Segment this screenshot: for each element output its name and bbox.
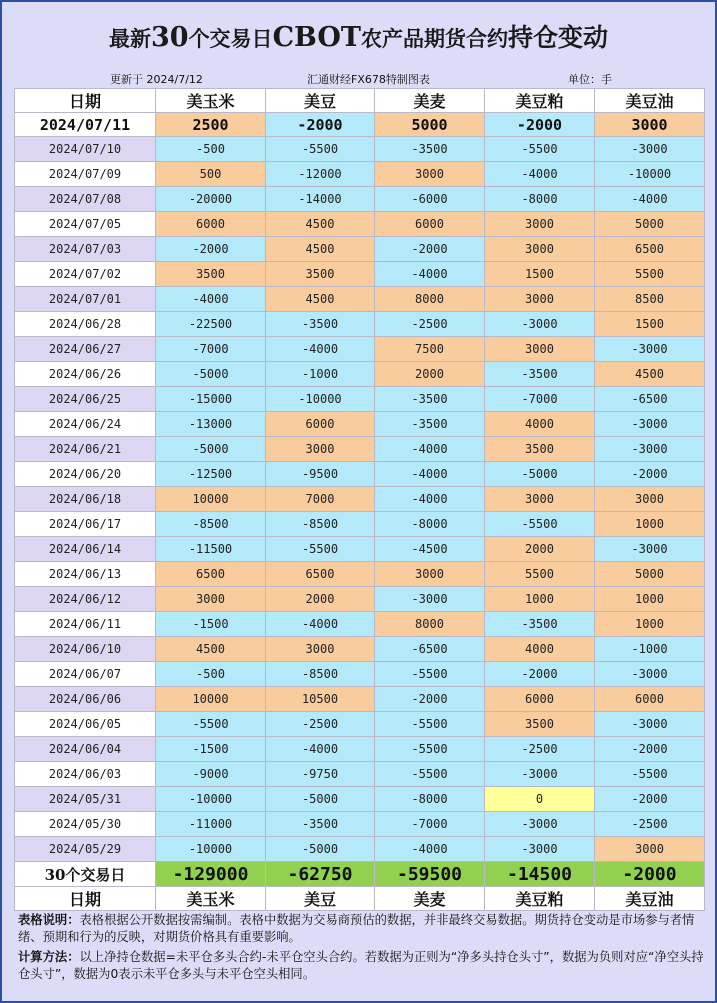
column-header: 美玉米 — [156, 887, 266, 911]
value-cell: 6000 — [375, 212, 485, 237]
value-cell: -6500 — [375, 637, 485, 662]
value-cell: -5000 — [266, 837, 375, 862]
value-cell: 3000 — [595, 837, 705, 862]
table-row — [15, 712, 705, 737]
value-cell: -10000 — [595, 162, 705, 187]
table-row — [15, 787, 705, 812]
date-cell: 2024/05/31 — [15, 787, 156, 812]
value-cell: 7000 — [266, 487, 375, 512]
total-value: -62750 — [266, 862, 375, 887]
value-cell: -2500 — [375, 312, 485, 337]
value-cell: 5500 — [485, 562, 595, 587]
value-cell: 2000 — [485, 537, 595, 562]
value-cell: 10500 — [266, 687, 375, 712]
table-row — [15, 562, 705, 587]
date-cell: 2024/06/26 — [15, 362, 156, 387]
value-cell: 3000 — [266, 637, 375, 662]
value-cell: -1000 — [595, 637, 705, 662]
value-cell: -13000 — [156, 412, 266, 437]
date-cell: 2024/05/29 — [15, 837, 156, 862]
value-cell: -14000 — [266, 187, 375, 212]
value-cell: 3000 — [595, 113, 705, 137]
value-cell: 1000 — [595, 512, 705, 537]
value-cell: -5500 — [595, 762, 705, 787]
date-cell: 2024/06/24 — [15, 412, 156, 437]
notes-section — [18, 912, 708, 986]
value-cell: -4000 — [485, 162, 595, 187]
value-cell: -3500 — [485, 612, 595, 637]
date-cell: 2024/07/05 — [15, 212, 156, 237]
value-cell: -9750 — [266, 762, 375, 787]
value-cell: -12000 — [266, 162, 375, 187]
date-cell: 2024/06/06 — [15, 687, 156, 712]
table-row — [15, 237, 705, 262]
value-cell: 3000 — [485, 237, 595, 262]
value-cell: 4500 — [266, 212, 375, 237]
table-row — [15, 837, 705, 862]
value-cell: -10000 — [156, 787, 266, 812]
value-cell: 3500 — [485, 712, 595, 737]
value-cell: 8500 — [595, 287, 705, 312]
calc-note-text: 以上净持仓数据=未平仓多头合约-未平仓空头合约。若数据为正则为“净多头持仓头寸”，数据为负则对应“净空头持仓头寸”，数据为0表示未平仓多头与未平仓空头相同。 — [18, 950, 704, 981]
total-value: -14500 — [485, 862, 595, 887]
value-cell: 3000 — [156, 587, 266, 612]
value-cell: 3000 — [266, 437, 375, 462]
table-note — [18, 912, 708, 946]
value-cell: -7000 — [485, 387, 595, 412]
date-cell: 2024/06/04 — [15, 737, 156, 762]
column-header: 美豆粕 — [485, 89, 595, 113]
value-cell: 3000 — [375, 562, 485, 587]
date-cell: 2024/07/09 — [15, 162, 156, 187]
table-row — [15, 612, 705, 637]
value-cell: -2000 — [485, 113, 595, 137]
value-cell: 8000 — [375, 287, 485, 312]
table-header-row — [15, 89, 705, 113]
table-row — [15, 113, 705, 137]
table-row — [15, 662, 705, 687]
value-cell: 5000 — [595, 212, 705, 237]
date-cell: 2024/06/05 — [15, 712, 156, 737]
value-cell: -6500 — [595, 387, 705, 412]
table-row — [15, 687, 705, 712]
date-cell: 2024/07/03 — [15, 237, 156, 262]
value-cell: -4000 — [595, 187, 705, 212]
date-cell: 2024/06/20 — [15, 462, 156, 487]
value-cell: -2000 — [485, 662, 595, 687]
table-row — [15, 212, 705, 237]
positions-table — [14, 88, 705, 911]
table-row — [15, 337, 705, 362]
value-cell: -2000 — [595, 737, 705, 762]
value-cell: -4000 — [156, 287, 266, 312]
value-cell: -5000 — [485, 462, 595, 487]
value-cell: -5500 — [485, 137, 595, 162]
value-cell: 4500 — [266, 287, 375, 312]
title-part-2: 30 — [150, 22, 189, 53]
value-cell: 3000 — [485, 287, 595, 312]
value-cell: -4000 — [375, 262, 485, 287]
value-cell: 3000 — [485, 487, 595, 512]
value-cell: 6500 — [156, 562, 266, 587]
value-cell: -3000 — [595, 712, 705, 737]
value-cell: -5000 — [266, 787, 375, 812]
table-row — [15, 587, 705, 612]
value-cell: -2500 — [485, 737, 595, 762]
value-cell: -4000 — [375, 837, 485, 862]
value-cell: -3000 — [595, 137, 705, 162]
date-cell: 2024/06/18 — [15, 487, 156, 512]
value-cell: -3000 — [485, 837, 595, 862]
date-cell: 2024/06/25 — [15, 387, 156, 412]
value-cell: -5000 — [156, 362, 266, 387]
value-cell: -4000 — [266, 612, 375, 637]
value-cell: -3000 — [485, 812, 595, 837]
value-cell: -8500 — [156, 512, 266, 537]
value-cell: 10000 — [156, 487, 266, 512]
table-row — [15, 187, 705, 212]
value-cell: 4000 — [485, 412, 595, 437]
date-cell: 2024/06/17 — [15, 512, 156, 537]
value-cell: -11000 — [156, 812, 266, 837]
value-cell: -3500 — [375, 137, 485, 162]
value-cell: -500 — [156, 662, 266, 687]
value-cell: -2000 — [375, 687, 485, 712]
value-cell: -3000 — [595, 412, 705, 437]
table-row — [15, 362, 705, 387]
positions-table-body — [15, 89, 705, 911]
unit-label: 单位：手 — [568, 73, 612, 86]
value-cell: -2500 — [266, 712, 375, 737]
date-cell: 2024/07/08 — [15, 187, 156, 212]
date-cell: 2024/06/12 — [15, 587, 156, 612]
value-cell: 4500 — [266, 237, 375, 262]
value-cell: -7000 — [375, 812, 485, 837]
column-header: 日期 — [15, 89, 156, 113]
value-cell: -8000 — [375, 512, 485, 537]
value-cell: 3000 — [595, 487, 705, 512]
table-row — [15, 387, 705, 412]
value-cell: 2500 — [156, 113, 266, 137]
value-cell: 4000 — [485, 637, 595, 662]
value-cell: 3500 — [485, 437, 595, 462]
value-cell: 3500 — [266, 262, 375, 287]
value-cell: -3000 — [595, 437, 705, 462]
column-header: 美玉米 — [156, 89, 266, 113]
value-cell: -3500 — [375, 387, 485, 412]
value-cell: -9000 — [156, 762, 266, 787]
value-cell: -5500 — [375, 712, 485, 737]
table-note-label: 表格说明： — [18, 913, 80, 927]
updated-date: 更新于 2024/7/12 — [110, 73, 203, 86]
value-cell: 2000 — [375, 362, 485, 387]
value-cell: -7000 — [156, 337, 266, 362]
value-cell: -1500 — [156, 737, 266, 762]
value-cell: 5500 — [595, 262, 705, 287]
value-cell: -8500 — [266, 662, 375, 687]
date-cell: 2024/07/10 — [15, 137, 156, 162]
value-cell: -1500 — [156, 612, 266, 637]
table-note-text: 表格根据公开数据按需编制。表格中数据为交易商预估的数据，并非最终交易数据。期货持仓变动是市场参与者情绪、预期和行为的反映，对期货价格具有重要影响。 — [18, 913, 695, 944]
value-cell: -4000 — [375, 462, 485, 487]
column-header: 美麦 — [375, 887, 485, 911]
title-part-3: 个交易日 — [188, 26, 273, 51]
title-part-4: CBOT — [272, 22, 361, 53]
total-value: -129000 — [156, 862, 266, 887]
column-header: 美豆油 — [595, 89, 705, 113]
page-title — [2, 18, 715, 54]
value-cell: -20000 — [156, 187, 266, 212]
total-value: -59500 — [375, 862, 485, 887]
table-row — [15, 812, 705, 837]
column-header: 日期 — [15, 887, 156, 911]
column-header: 美豆 — [266, 89, 375, 113]
value-cell: 3000 — [375, 162, 485, 187]
table-footer-row — [15, 887, 705, 911]
value-cell: -3500 — [485, 362, 595, 387]
value-cell: -3000 — [375, 587, 485, 612]
value-cell: -3500 — [266, 312, 375, 337]
title-part-1: 最新 — [108, 26, 151, 51]
value-cell: 6000 — [266, 412, 375, 437]
value-cell: -5500 — [375, 762, 485, 787]
value-cell: 6000 — [156, 212, 266, 237]
value-cell: 6000 — [485, 687, 595, 712]
date-cell: 2024/06/13 — [15, 562, 156, 587]
table-row — [15, 137, 705, 162]
table-row — [15, 512, 705, 537]
table-row — [15, 762, 705, 787]
value-cell: 10000 — [156, 687, 266, 712]
value-cell: -10000 — [266, 387, 375, 412]
value-cell: -5500 — [156, 712, 266, 737]
value-cell: 4500 — [595, 362, 705, 387]
date-cell: 2024/06/11 — [15, 612, 156, 637]
value-cell: 1500 — [595, 312, 705, 337]
value-cell: 2000 — [266, 587, 375, 612]
date-cell: 2024/06/21 — [15, 437, 156, 462]
value-cell: -4500 — [375, 537, 485, 562]
value-cell: 0 — [485, 787, 595, 812]
table-row — [15, 437, 705, 462]
value-cell: -4000 — [375, 487, 485, 512]
date-cell: 2024/06/14 — [15, 537, 156, 562]
value-cell: -3000 — [485, 312, 595, 337]
table-row — [15, 312, 705, 337]
value-cell: 500 — [156, 162, 266, 187]
value-cell: -9500 — [266, 462, 375, 487]
table-row — [15, 462, 705, 487]
value-cell: -8000 — [375, 787, 485, 812]
source-label: 汇通财经FX678特制图表 — [307, 73, 430, 86]
table-row — [15, 162, 705, 187]
table-row — [15, 287, 705, 312]
value-cell: 3000 — [485, 337, 595, 362]
value-cell: -2000 — [266, 113, 375, 137]
value-cell: -2000 — [595, 787, 705, 812]
title-part-6: 持仓变动 — [508, 23, 609, 52]
value-cell: 6000 — [595, 687, 705, 712]
total-row — [15, 862, 705, 887]
value-cell: -1000 — [266, 362, 375, 387]
value-cell: -5500 — [375, 737, 485, 762]
value-cell: -3500 — [375, 412, 485, 437]
value-cell: 3500 — [156, 262, 266, 287]
value-cell: -8000 — [485, 187, 595, 212]
value-cell: 7500 — [375, 337, 485, 362]
value-cell: 4500 — [156, 637, 266, 662]
value-cell: 5000 — [595, 562, 705, 587]
title-part-5: 农产品期货合约 — [361, 26, 508, 51]
date-cell: 2024/06/07 — [15, 662, 156, 687]
value-cell: -2500 — [595, 812, 705, 837]
value-cell: -3000 — [595, 337, 705, 362]
value-cell: -5500 — [266, 137, 375, 162]
date-cell: 2024/07/11 — [15, 113, 156, 137]
value-cell: -12500 — [156, 462, 266, 487]
column-header: 美豆粕 — [485, 887, 595, 911]
calc-note — [18, 949, 708, 983]
table-row — [15, 412, 705, 437]
date-cell: 2024/06/28 — [15, 312, 156, 337]
value-cell: -8500 — [266, 512, 375, 537]
date-cell: 2024/07/02 — [15, 262, 156, 287]
date-cell: 2024/07/01 — [15, 287, 156, 312]
table-row — [15, 487, 705, 512]
value-cell: -3000 — [595, 537, 705, 562]
value-cell: -5500 — [485, 512, 595, 537]
value-cell: 8000 — [375, 612, 485, 637]
value-cell: -5000 — [156, 437, 266, 462]
value-cell: 1000 — [485, 587, 595, 612]
value-cell: -2000 — [595, 462, 705, 487]
value-cell: 6500 — [595, 237, 705, 262]
value-cell: -4000 — [375, 437, 485, 462]
value-cell: -3000 — [485, 762, 595, 787]
value-cell: -5500 — [266, 537, 375, 562]
table-row — [15, 737, 705, 762]
column-header: 美豆油 — [595, 887, 705, 911]
value-cell: 1000 — [595, 612, 705, 637]
value-cell: -22500 — [156, 312, 266, 337]
value-cell: 5000 — [375, 113, 485, 137]
date-cell: 2024/06/27 — [15, 337, 156, 362]
value-cell: -11500 — [156, 537, 266, 562]
value-cell: 6500 — [266, 562, 375, 587]
column-header: 美麦 — [375, 89, 485, 113]
table-row — [15, 637, 705, 662]
column-header: 美豆 — [266, 887, 375, 911]
value-cell: -2000 — [156, 237, 266, 262]
total-value: -2000 — [595, 862, 705, 887]
table-row — [15, 537, 705, 562]
date-cell: 2024/06/10 — [15, 637, 156, 662]
table-row — [15, 262, 705, 287]
value-cell: 3000 — [485, 212, 595, 237]
value-cell: -4000 — [266, 737, 375, 762]
value-cell: -5500 — [375, 662, 485, 687]
value-cell: -10000 — [156, 837, 266, 862]
date-cell: 2024/05/30 — [15, 812, 156, 837]
value-cell: -6000 — [375, 187, 485, 212]
value-cell: -500 — [156, 137, 266, 162]
total-label: 30个交易日 — [15, 862, 156, 887]
value-cell: 1500 — [485, 262, 595, 287]
value-cell: -4000 — [266, 337, 375, 362]
value-cell: -2000 — [375, 237, 485, 262]
value-cell: -15000 — [156, 387, 266, 412]
value-cell: 1000 — [595, 587, 705, 612]
calc-note-label: 计算方法： — [18, 950, 80, 964]
date-cell: 2024/06/03 — [15, 762, 156, 787]
value-cell: -3500 — [266, 812, 375, 837]
value-cell: -3000 — [595, 662, 705, 687]
